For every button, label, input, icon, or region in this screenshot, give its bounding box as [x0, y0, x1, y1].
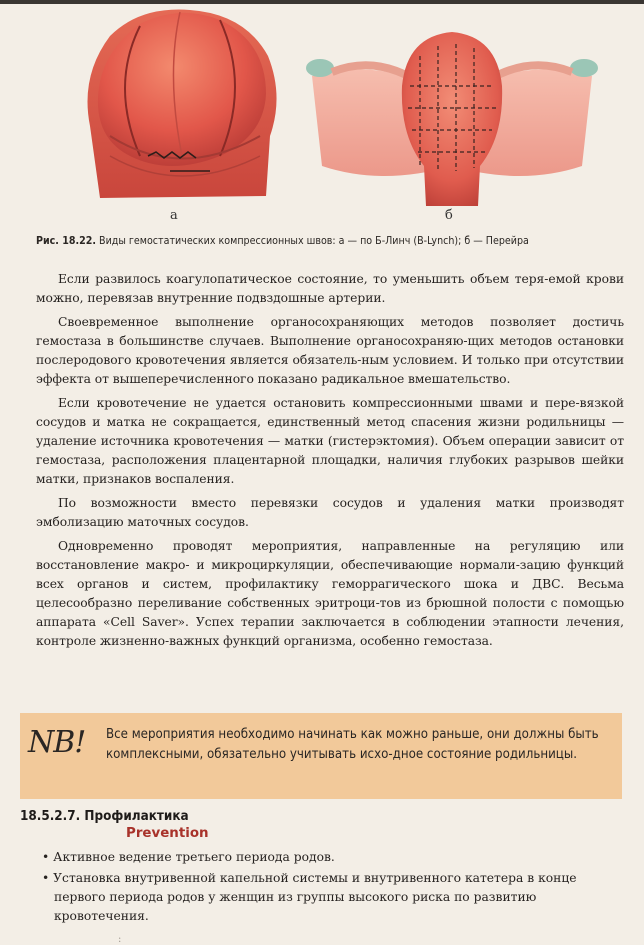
prevention-list: [38, 848, 624, 928]
paragraph: Своевременное выполнение органосохраняющих методов позволяет достичь гемостаза в большинстве случаев. Выполнение органосохраняю-щих методов остановки послеродового кровотечения является обязатель-ным условием. И только при отсутствии эффекта от вышеперечисленного показано радикальное вмешательство.: [36, 315, 624, 386]
illustration-b-lynch: [70, 6, 290, 206]
caption-label: Рис. 18.22.: [36, 235, 97, 247]
paragraph: Если развилось коагулопатическое состояние, то уменьшить объем теря-емой крови можно, перевязав внутренние подвздошные артерии.: [36, 272, 624, 305]
figure-caption: [36, 234, 622, 249]
panel-b-label: б: [445, 208, 453, 223]
list-item: • Установка внутривенной капельной системы и внутривенного катетера в конце первого периода родов у женщин из группы высокого риска по развитию кровотечения.: [38, 869, 624, 926]
figure-compression-sutures: [22, 6, 622, 232]
panel-a-label: а: [170, 208, 178, 223]
paragraph: Одновременно проводят мероприятия, направленные на регуляцию или восстановление макро- и микроциркуляции, обеспечивающие нормали-зацию функций всех органов и систем, профилактику геморрагического шока и ДВС. Весьма целесообразно переливание собственных эритроци-тов из брюшной полости с помощью аппарата «Cell Saver». Успех терапии заключается в соблюдении этапности лечения, контроле жизненно-важных функций организма, особенно гемостаза.: [36, 539, 624, 648]
paragraph: По возможности вместо перевязки сосудов и удаления матки производят эмболизацию маточных сосудов.: [36, 496, 624, 529]
nb-text: Все мероприятия необходимо начинать как можно раньше, они должны быть комплексными, обязательно учитывать исхо-дное состояние родильницы.: [106, 727, 599, 762]
list-item: • Активное ведение третьего периода родов.: [38, 848, 624, 867]
section-subheading: Prevention: [126, 826, 209, 841]
illustration-pereira: [302, 16, 602, 216]
caption-text: Виды гемостатических компрессионных швов: а — по Б-Линч (B-Lynch); б — Перейра: [99, 235, 529, 247]
footer-mark: :: [118, 934, 122, 945]
body-text: [36, 270, 624, 656]
section-heading: 18.5.2.7. Профилактика: [20, 809, 189, 824]
paragraph: Если кровотечение не удается остановить компрессионными швами и пере-вязкой сосудов и матка не сокращается, единственный метод спасения жизни родильницы — удаление источника кровотечения — матки (гистерэктомия). Объем операции зависит от гемостаза, расположения плацентарной площадки, наличия глубоких разрывов шейки матки, признаков воспаления.: [36, 396, 624, 486]
top-edge: [0, 0, 644, 4]
nb-callout: [20, 713, 622, 799]
nb-mark: NB!: [28, 725, 86, 760]
